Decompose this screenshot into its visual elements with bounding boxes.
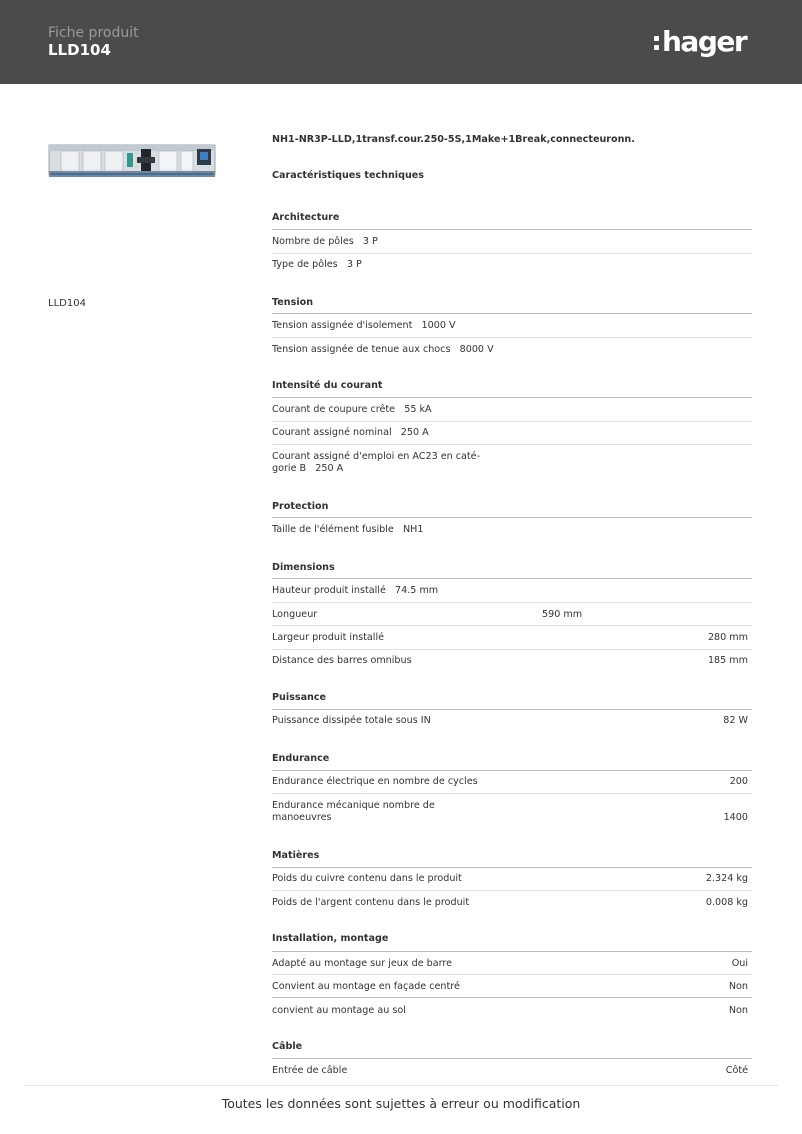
row-divider — [272, 649, 752, 650]
spec-label: Type de pôles — [272, 259, 338, 270]
page-header — [0, 0, 802, 84]
row-divider — [272, 625, 752, 626]
spec-value: Non — [728, 1005, 748, 1016]
spec-row — [272, 776, 752, 788]
spec-label: Convient au montage en façade centré — [272, 981, 460, 992]
section-title-cable: Câble — [272, 1041, 303, 1052]
spec-value: Côté — [725, 1065, 748, 1076]
footer-disclaimer: Toutes les données sont sujettes à erreur ou modification — [221, 1096, 581, 1111]
spec-label: Taille de l'élément fusible — [272, 524, 394, 535]
section-divider — [272, 709, 752, 710]
spec-value: 74.5 mm — [395, 585, 439, 596]
spec-value: 250 A — [315, 463, 344, 474]
spec-row — [272, 427, 752, 439]
section-divider — [272, 517, 752, 518]
spec-value: 3 P — [362, 236, 378, 247]
section-divider — [272, 229, 752, 230]
spec-label: convient au montage au sol — [272, 1005, 406, 1016]
section-divider — [272, 867, 752, 868]
row-divider — [272, 890, 752, 891]
spec-label: Distance des barres omnibus — [272, 655, 412, 666]
section-title-protection: Protection — [272, 501, 329, 512]
section-title-tension: Tension — [272, 297, 314, 308]
spec-row — [272, 344, 752, 356]
row-divider — [272, 337, 752, 338]
section-title-puissance: Puissance — [272, 692, 327, 703]
section-divider — [272, 770, 752, 771]
spec-value: 1400 — [723, 812, 748, 823]
hager-logo — [654, 26, 746, 58]
side-product-ref: LLD104 — [48, 298, 86, 309]
spec-row — [272, 958, 752, 970]
spec-value: Non — [728, 981, 748, 992]
spec-value: 590 mm — [542, 609, 583, 620]
spec-row — [272, 800, 752, 824]
spec-row — [272, 524, 752, 536]
spec-value: 200 — [729, 776, 748, 787]
spec-row — [272, 404, 752, 416]
spec-value: 82 W — [723, 715, 748, 726]
spec-label: gorie B — [272, 463, 307, 474]
spec-row — [272, 897, 752, 909]
spec-label: Nombre de pôles — [272, 236, 354, 247]
spec-row — [272, 715, 752, 727]
spec-label: Largeur produit installé — [272, 632, 385, 643]
header-title: LLD104 — [48, 41, 111, 59]
spec-label: Puissance dissipée totale sous IN — [272, 715, 431, 726]
product-image — [47, 139, 218, 181]
spec-label: Longueur — [272, 609, 318, 620]
section-title-endurance: Endurance — [272, 753, 330, 764]
spec-row — [272, 873, 752, 885]
tech-characteristics-title: Caractéristiques techniques — [272, 170, 425, 181]
spec-value: 2.324 kg — [705, 873, 748, 884]
row-divider — [272, 602, 752, 603]
row-divider — [272, 444, 752, 445]
spec-label: Endurance électrique en nombre de cycles — [272, 776, 478, 787]
row-divider — [272, 253, 752, 254]
footer-divider — [24, 1085, 778, 1086]
section-divider — [272, 313, 752, 314]
logo-dots-icon — [654, 31, 660, 53]
spec-value: 8000 V — [459, 344, 494, 355]
row-divider — [272, 997, 752, 998]
spec-label: Poids du cuivre contenu dans le produit — [272, 873, 462, 884]
section-divider — [272, 1058, 752, 1059]
spec-value: 1000 V — [421, 320, 456, 331]
spec-row — [272, 632, 752, 644]
section-divider — [272, 578, 752, 579]
spec-label: Tension assignée d'isolement — [272, 320, 413, 331]
spec-value: 250 A — [400, 427, 429, 438]
spec-label: Endurance mécanique nombre de — [272, 800, 435, 811]
spec-value: Oui — [731, 958, 748, 969]
spec-label: Poids de l'argent contenu dans le produit — [272, 897, 470, 908]
spec-label: Courant de coupure crête — [272, 404, 396, 415]
spec-row — [272, 236, 752, 248]
spec-row — [272, 655, 752, 667]
row-divider — [272, 974, 752, 975]
spec-label: Courant assigné d'emploi en AC23 en caté- — [272, 451, 481, 462]
logo-text: hager — [662, 25, 747, 58]
spec-label: Adapté au montage sur jeux de barre — [272, 958, 453, 969]
spec-row — [272, 320, 752, 332]
spec-value: 0.008 kg — [705, 897, 748, 908]
spec-value: 3 P — [346, 259, 362, 270]
spec-label: Hauteur produit installé — [272, 585, 386, 596]
section-title-courant: Intensité du courant — [272, 380, 383, 391]
spec-row — [272, 259, 752, 271]
row-divider — [272, 421, 752, 422]
spec-row — [272, 451, 752, 475]
header-subtitle: Fiche produit — [48, 25, 139, 41]
spec-row — [272, 981, 752, 993]
section-divider — [272, 397, 752, 398]
row-divider — [272, 793, 752, 794]
section-title-matieres: Matières — [272, 850, 320, 861]
spec-label: Entrée de câble — [272, 1065, 348, 1076]
spec-row — [272, 585, 752, 597]
spec-row — [272, 1065, 752, 1077]
product-description: NH1-NR3P-LLD,1transf.cour.250-5S,1Make+1Break,connecteuronn. — [272, 134, 635, 145]
spec-value: 280 mm — [707, 632, 748, 643]
spec-label: Tension assignée de tenue aux chocs — [272, 344, 451, 355]
spec-row — [272, 609, 752, 621]
section-title-installation: Installation, montage — [272, 933, 389, 944]
section-divider — [272, 951, 752, 952]
spec-value: 55 kA — [404, 404, 432, 415]
section-title-architecture: Architecture — [272, 212, 340, 223]
section-title-dimensions: Dimensions — [272, 562, 335, 573]
spec-label: Courant assigné nominal — [272, 427, 392, 438]
spec-value: NH1 — [403, 524, 424, 535]
spec-value: 185 mm — [707, 655, 748, 666]
spec-row — [272, 1005, 752, 1017]
spec-label: manoeuvres — [272, 812, 332, 823]
